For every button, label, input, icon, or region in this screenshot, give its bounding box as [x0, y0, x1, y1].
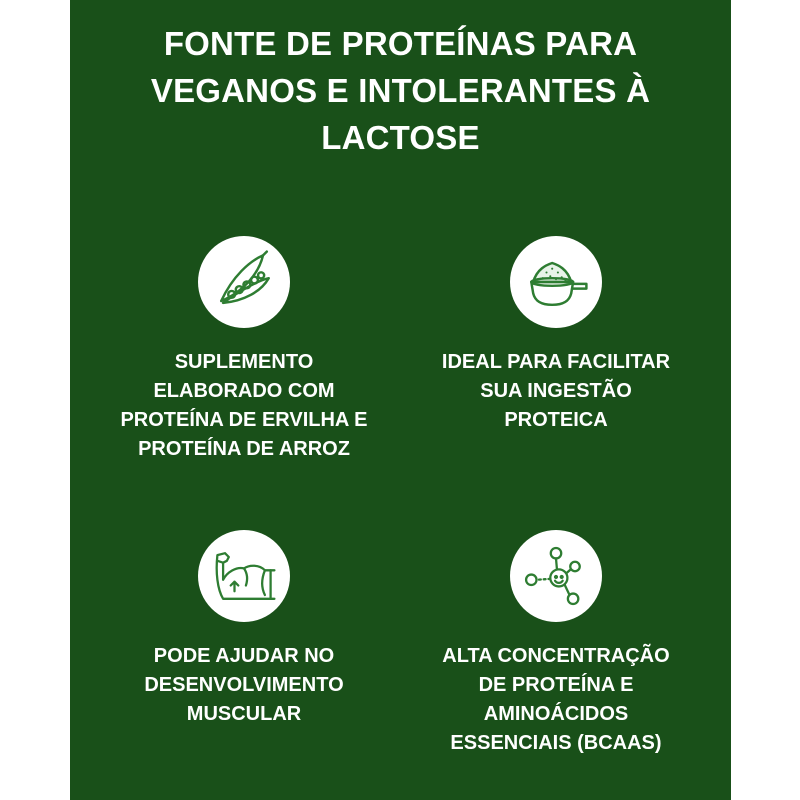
feature-icon-circle: [510, 236, 602, 328]
feature-amino-acids: [406, 530, 706, 758]
feature-label-line: MUSCULAR: [186, 703, 302, 725]
molecule-icon: [518, 538, 594, 614]
headline-line-2: VEGANOS E INTOLERANTES À: [150, 72, 651, 109]
feature-label-line: PODE AJUDAR NO: [153, 645, 335, 667]
feature-icon-circle: [198, 530, 290, 622]
feature-label-line: ALTA CONCENTRAÇÃO: [442, 645, 670, 667]
feature-label-line: DESENVOLVIMENTO: [144, 674, 344, 696]
feature-label-line: SUPLEMENTO: [174, 351, 314, 373]
feature-label-line: ESSENCIAIS (BCAAS): [450, 732, 662, 754]
feature-label-line: PROTEÍNA DE ERVILHA E: [120, 409, 368, 431]
feature-label-line: PROTEICA: [504, 409, 608, 431]
feature-easy-intake: [406, 236, 706, 435]
headline: [70, 20, 731, 161]
feature-label-line: SUA INGESTÃO: [480, 380, 632, 402]
headline-line-1: FONTE DE PROTEÍNAS PARA: [163, 25, 638, 62]
feature-label-line: AMINOÁCIDOS: [483, 703, 629, 725]
feature-label: [406, 642, 706, 758]
feature-label-line: PROTEÍNA DE ARROZ: [138, 438, 350, 460]
feature-label: [94, 642, 394, 729]
feature-label-line: IDEAL PARA FACILITAR: [441, 351, 671, 373]
powder-scoop-icon: [518, 244, 594, 320]
feature-icon-circle: [510, 530, 602, 622]
flexed-arm-icon: [206, 538, 282, 614]
feature-label-line: ELABORADO COM: [153, 380, 335, 402]
feature-label-line: DE PROTEÍNA E: [478, 674, 634, 696]
promo-panel: [70, 0, 731, 800]
headline-line-3: LACTOSE: [321, 119, 480, 156]
feature-label: [406, 348, 706, 435]
feature-icon-circle: [198, 236, 290, 328]
feature-muscle: [94, 530, 394, 729]
feature-label: [94, 348, 394, 464]
feature-pea-protein: [94, 236, 394, 464]
pea-pod-icon: [206, 244, 282, 320]
